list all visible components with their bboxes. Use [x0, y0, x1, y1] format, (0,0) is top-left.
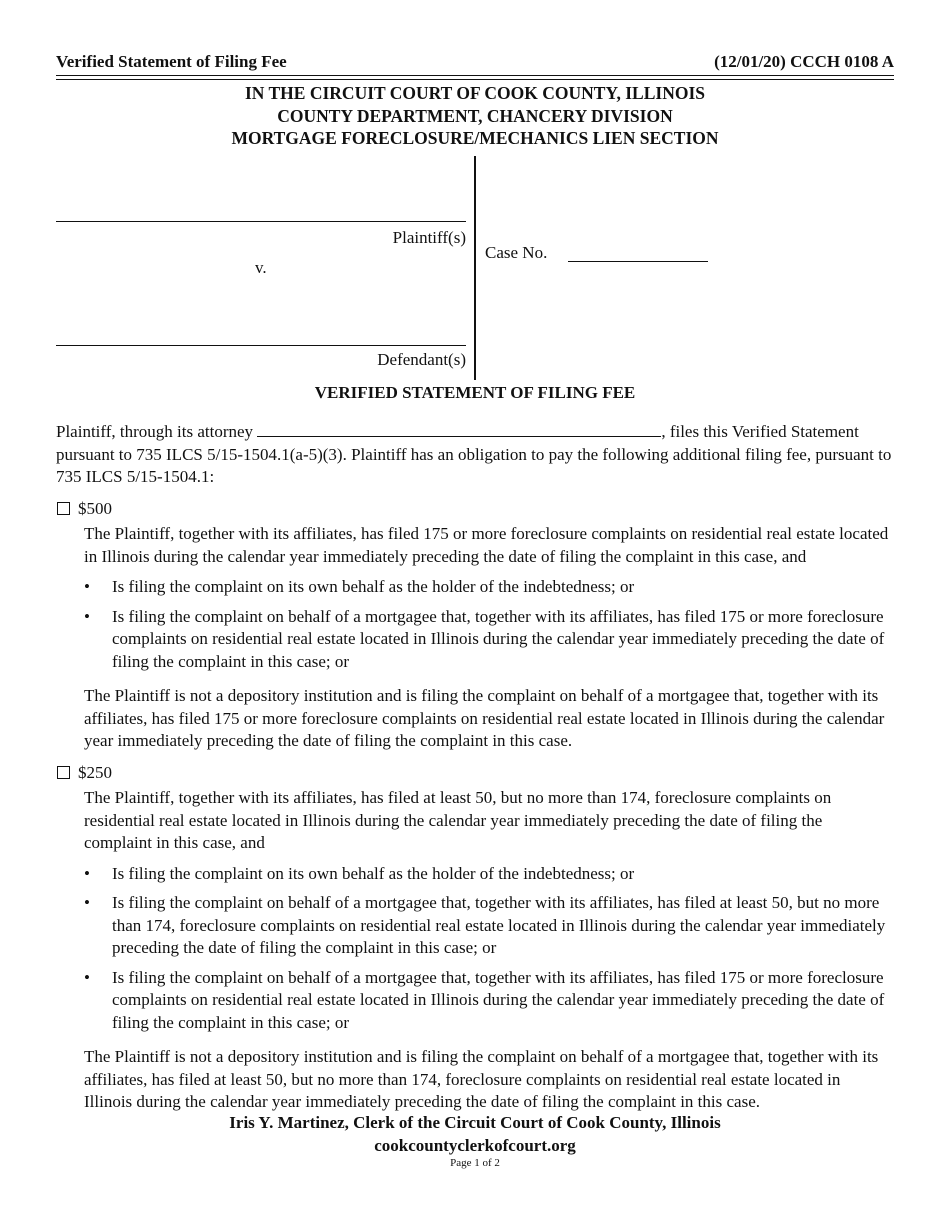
bullet-text: Is filing the complaint on behalf of a mortgagee that, together with its affiliates, has filed 175 or more foreclosure complaints on residential real estate located in Illinois during the calendar year immediately preceding the date of filing the complaint in this case; or — [112, 967, 885, 1032]
list-item — [84, 892, 892, 960]
checkbox-500[interactable] — [57, 502, 70, 515]
list-item — [84, 576, 892, 599]
bullet-text: Is filing the complaint on its own behalf as the holder of the indebtedness; or — [112, 863, 635, 883]
attorney-name-field[interactable] — [257, 422, 661, 437]
option-500 — [56, 498, 892, 521]
defendant-label: Defendant(s) — [377, 350, 466, 369]
clerk-name: Iris Y. Martinez, Clerk of the Circuit Court of Cook County, Illinois — [229, 1113, 721, 1132]
caption-divider — [474, 156, 476, 380]
statement-body — [56, 421, 892, 1114]
bullet-icon: • — [84, 967, 90, 987]
bullet-text: Is filing the complaint on behalf of a mortgagee that, together with its affiliates, has filed 175 or more foreclosure complaints on residential real estate located in Illinois during the calendar year immediately preceding the date of filing the complaint in this case; or — [112, 606, 885, 671]
court-line-2: COUNTY DEPARTMENT, CHANCERY DIVISION — [277, 105, 673, 126]
bullet-text: Is filing the complaint on behalf of a mortgagee that, together with its affiliates, has filed at least 50, but no more than 174, foreclosure complaints on residential real estate located in Illinois during the calendar year immediately preceding the date of filing the complaint in this case; or — [112, 893, 886, 957]
case-number-label: Case No. — [485, 243, 548, 262]
bullet-icon: • — [84, 863, 90, 883]
bullet-text: Is filing the complaint on its own behalf as the holder of the indebtedness; or — [112, 577, 635, 596]
option-250-paragraph-2: The Plaintiff is not a depository institution and is filing the complaint on behalf of a mortgagee that, together with its affiliates, has filed at least 50, but no more than 174, foreclosure complaints on residential real estate located in Illinois during the calendar year immediately preceding the date of filing the complaint in this case. — [84, 1047, 879, 1111]
versus-label: v. — [255, 258, 267, 277]
clerk-website-link[interactable]: cookcountyclerkofcourt.org — [374, 1135, 576, 1155]
bullet-icon: • — [84, 606, 90, 626]
option-250 — [56, 762, 892, 785]
form-title-header: Verified Statement of Filing Fee — [56, 52, 287, 71]
document-title: VERIFIED STATEMENT OF FILING FEE — [314, 383, 636, 402]
header-rule-top — [56, 75, 894, 76]
case-number-field[interactable] — [568, 261, 708, 262]
checkbox-250[interactable] — [57, 766, 70, 779]
court-heading — [56, 82, 894, 150]
bullet-icon: • — [84, 893, 90, 912]
bullet-icon: • — [84, 577, 90, 596]
option-250-label: $250 — [78, 762, 112, 782]
option-500-paragraph-2: The Plaintiff is not a depository institution and is filing the complaint on behalf of a mortgagee that, together with its affiliates, has filed 175 or more foreclosure complaints on residential real estate located in Illinois during the calendar year immediately preceding the date of filing the complaint in this case. — [84, 686, 885, 750]
court-line-1: IN THE CIRCUIT COURT OF COOK COUNTY, ILLINOIS — [245, 83, 705, 103]
page-number: Page 1 of 2 — [450, 1157, 500, 1169]
page-header — [56, 52, 894, 72]
plaintiff-label: Plaintiff(s) — [392, 228, 466, 247]
option-250-bullets — [84, 863, 892, 1035]
intro-text-end: , files this Verified Statement pursuant to 735 ILCS 5/15-1504.1(a-5)(3). Plaintiff has an obligation to pay the following additional filing fee, pursuant to 735 ILCS 5/15-1504.1: — [56, 422, 892, 486]
list-item — [84, 606, 892, 674]
header-rule-bottom — [56, 79, 894, 80]
plaintiff-name-line[interactable] — [56, 221, 466, 222]
defendant-name-line[interactable] — [56, 345, 466, 346]
form-code: (12/01/20) CCCH 0108 A — [714, 52, 894, 71]
list-item — [84, 863, 892, 886]
option-500-label: $500 — [78, 498, 112, 518]
list-item — [84, 967, 892, 1035]
court-line-3: MORTGAGE FORECLOSURE/MECHANICS LIEN SECTION — [231, 128, 719, 148]
option-250-paragraph: The Plaintiff, together with its affiliates, has filed at least 50, but no more than 174, foreclosure complaints on residential real estate located in Illinois during the calendar year immediately preceding the date of filing the complaint in this case, and — [84, 788, 832, 852]
intro-text-start: Plaintiff, through its attorney — [56, 422, 258, 441]
intro-paragraph — [56, 421, 892, 489]
page-footer — [56, 1112, 894, 1157]
option-500-paragraph: The Plaintiff, together with its affiliates, has filed 175 or more foreclosure complaints on residential real estate located in Illinois during the calendar year immediately preceding the date of filing the complaint in this case, and — [84, 524, 889, 566]
option-500-bullets — [84, 576, 892, 673]
